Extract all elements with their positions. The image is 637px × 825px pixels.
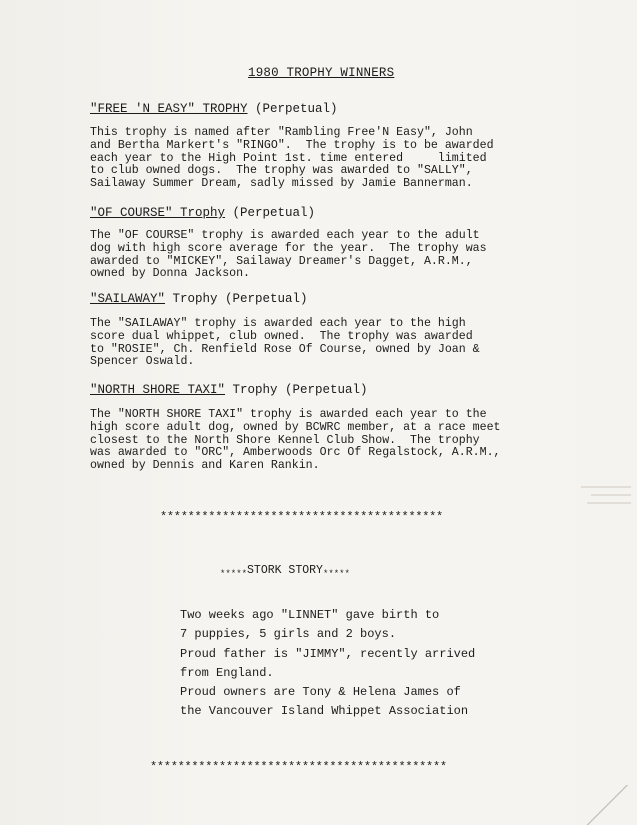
scan-smudge	[581, 486, 631, 488]
section-body-free-n-easy: This trophy is named after "Rambling Free'N Easy", John and Bertha Markert's "RINGO". The trophy is to be awarded each year to the High Point 1st. time entered limited to club owned dogs. The trophy was awarded to "SALLY", Sailaway Summer Dream, sadly missed by Jamie Bannerman.	[90, 126, 494, 191]
stars-prefix: *****	[220, 569, 248, 579]
stars-suffix: *****	[322, 569, 350, 579]
section-body-sailaway: The "SAILAWAY" trophy is awarded each year to the high score dual whippet, club owned. The trophy was awarded to "ROSIE", Ch. Renfield Rose Of Course, owned by Joan & Spencer Oswald.	[90, 317, 480, 369]
page-title: 1980 TROPHY WINNERS	[248, 66, 395, 80]
stork-title: STORK STORY	[247, 564, 323, 577]
heading-rest: (Perpetual)	[247, 102, 338, 116]
heading-underlined: "OF COURSE" Trophy	[90, 206, 226, 220]
heading-rest: Trophy (Perpetual)	[165, 292, 308, 306]
heading-rest: Trophy (Perpetual)	[225, 383, 368, 397]
section-body-of-course: The "OF COURSE" trophy is awarded each year to the adult dog with high score average for the year. The trophy was awarded to "MICKEY", Sailaway Dreamer's Dagget, A.R.M., owned by Donna Jackson.	[90, 229, 487, 281]
divider-stars: *******************************************	[150, 760, 447, 774]
section-heading-of-course	[90, 206, 315, 220]
heading-underlined: "SAILAWAY"	[90, 292, 166, 306]
stork-story-heading	[220, 564, 350, 577]
section-body-north-shore-taxi: The "NORTH SHORE TAXI" trophy is awarded each year to the high score adult dog, owned by BCWRC member, at a race meet closest to the North Shore Kennel Club Show. The trophy was awarded to "ORC", Amberwoods Orc Of Regalstock, A.R.M., owned by Dennis and Karen Rankin.	[90, 408, 501, 473]
section-heading-north-shore-taxi	[90, 383, 368, 397]
scan-smudge	[591, 494, 631, 496]
heading-rest: (Perpetual)	[225, 206, 316, 220]
scan-smudge	[587, 502, 631, 504]
section-heading-free-n-easy	[90, 102, 338, 116]
heading-underlined: "NORTH SHORE TAXI"	[90, 383, 226, 397]
stork-story-body: Two weeks ago "LINNET" gave birth to 7 puppies, 5 girls and 2 boys. Proud father is "JIMMY", recently arrived from England. Proud owners are Tony & Helena James of the Vancouver Island Whippet Association	[180, 608, 476, 719]
section-heading-sailaway	[90, 292, 308, 306]
heading-underlined: "FREE 'N EASY" TROPHY	[90, 102, 248, 116]
page-corner-fold	[577, 785, 637, 825]
divider-stars: *****************************************	[160, 510, 443, 524]
